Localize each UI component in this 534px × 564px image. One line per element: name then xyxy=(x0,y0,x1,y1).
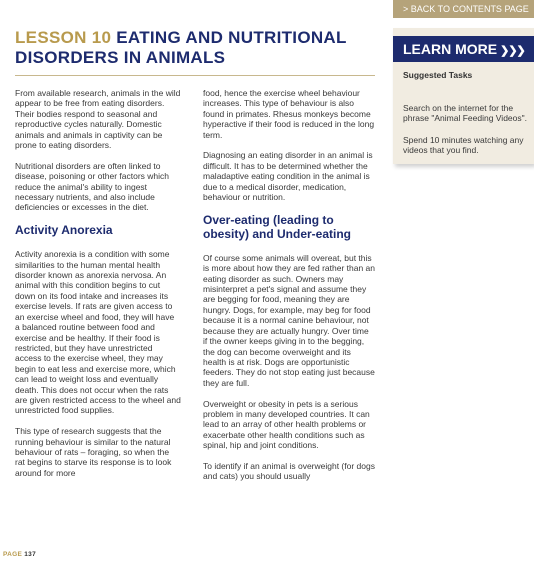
suggested-task: Spend 10 minutes watching any videos that you find. xyxy=(403,135,524,156)
learn-more-banner xyxy=(393,36,534,62)
title-divider xyxy=(15,75,375,76)
middle-column xyxy=(203,88,375,492)
page-title xyxy=(15,28,375,68)
page-label: PAGE xyxy=(3,551,23,558)
paragraph: Overweight or obesity in pets is a serious problem in many developed countries. It can lead to an array of other health problems or exacerbate other health conditions such as spinal, hip and joint conditions. xyxy=(203,398,370,451)
suggested-task: Search on the internet for the phrase "Animal Feeding Videos". xyxy=(403,103,528,124)
page-number xyxy=(3,551,36,558)
paragraph: This type of research suggests that the running behaviour is similar to the natural behaviour of rats – foraging, so when the rat begins to starve its response is to look around for more xyxy=(15,426,172,478)
section-heading-activity-anorexia: Activity Anorexia xyxy=(15,223,113,238)
paragraph: Of course some animals will overeat, but this is more about how they are fed rather than an eating disorder as such. Owners may misinterpret a pet's signal and assume they are begging for food, meaning they are hungry. Dogs, for example, may beg for food because it is a normal canine behaviour, not because they are actually hungry. Over time if the owner keeps giving in to the begging, the dog can become overweight and its health is at risk. Dogs are opportunistic feeders. They do not stop eating just because they are full. xyxy=(203,252,375,388)
left-column xyxy=(15,88,181,489)
learn-more-sidebar xyxy=(393,28,534,164)
paragraph: From available research, animals in the wild appear to be free from eating disorders. Their bodies respond to seasonal and reproductive cycles naturally. Domestic animals and animals in captivity can be prone to eating disorders. xyxy=(15,88,181,151)
paragraph: food, hence the exercise wheel behaviour increases. This type of behaviour is also found in primates. Rhesus monkeys become hyperactive if their food is reduced in the long term. xyxy=(203,88,375,140)
paragraph: To identify if an animal is overweight (for dogs and cats) you should usually xyxy=(203,460,375,482)
suggested-tasks-heading: Suggested Tasks xyxy=(403,70,473,80)
chevron-right-icon: ❯❯❯ xyxy=(500,45,525,57)
paragraph: Activity anorexia is a condition with some similarities to the human mental health disorder known as anorexia nervosa. An animal with this condition begins to cut down on its food intake and increases its exercise levels. If rats are given access to an exercise wheel and food, they will have a balanced routine between food and exercise and be healthy. If their food is restricted, but they have unrestricted access to the exercise wheel, they may begin to eat less and exercise more, which can lead to weight loss and eventually death. This does not occur when the rats are given restricted access to the wheel and unrestricted food supplies. xyxy=(15,249,181,416)
page-number-value: 137 xyxy=(24,551,36,558)
lesson-number: LESSON 10 xyxy=(15,28,112,47)
back-to-contents-link[interactable]: > BACK TO CONTENTS PAGE xyxy=(393,0,534,18)
section-heading-over-eating: Over-eating (leading to obesity) and Under-eating xyxy=(203,212,352,241)
paragraph: Diagnosing an eating disorder in an animal is difficult. It has to be determined whether the maladaptive eating condition in the animal is due to a medical disorder, medication, behaviour or nutrition. xyxy=(203,150,373,203)
paragraph: Nutritional disorders are often linked to disease, poisoning or other factors which reduce the animal's ability to ingest necessary nutrients, and also include deficiencies or excesses in the diet. xyxy=(15,160,170,213)
learn-more-label: LEARN MORE xyxy=(403,41,498,57)
lesson-title-text: EATING AND NUTRITIONAL DISORDERS IN ANIMALS xyxy=(15,28,347,67)
